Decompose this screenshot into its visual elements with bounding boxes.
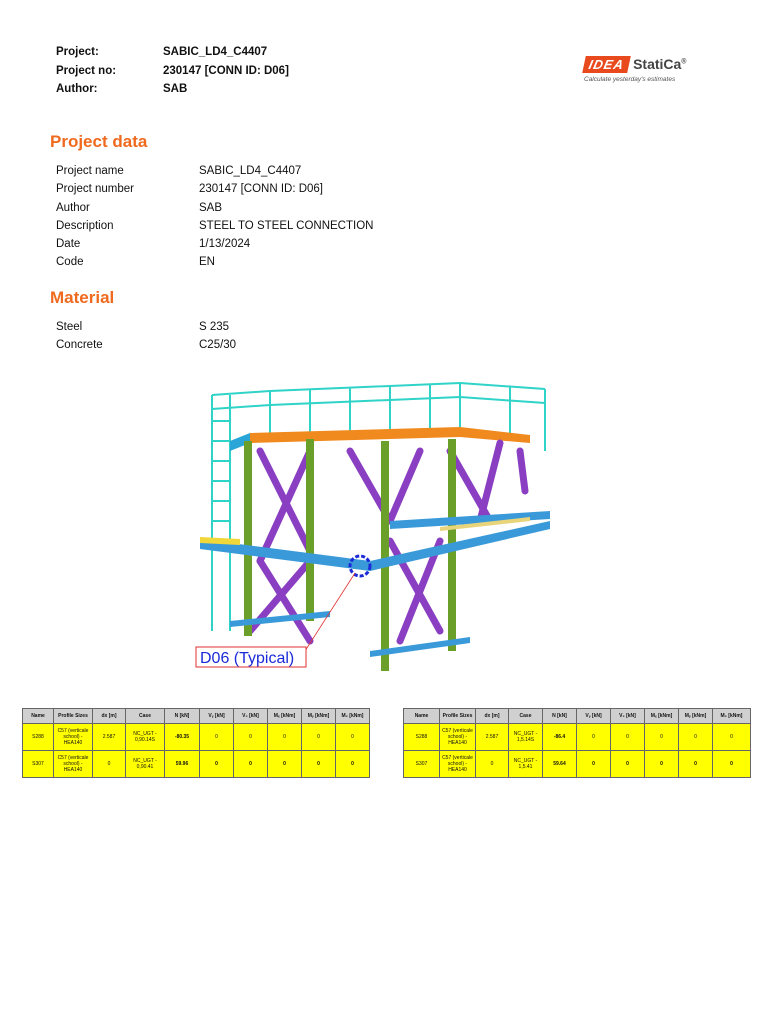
cell: 0 <box>611 751 645 778</box>
cell: 0 <box>234 751 268 778</box>
col-header: Mᵧ [kNm] <box>679 709 713 724</box>
kv-label: Code <box>56 256 84 269</box>
cell: 0 <box>611 724 645 751</box>
kv-label: Author <box>56 201 90 214</box>
cell: 0 <box>713 724 751 751</box>
col-header: Profile Sizes <box>54 709 93 724</box>
kv-row <box>56 202 373 220</box>
cell: 0 <box>476 751 509 778</box>
col-header: M₂ [kNm] <box>336 709 370 724</box>
material-heading: Material <box>50 288 115 307</box>
cell: -86.4 <box>543 724 577 751</box>
table-row <box>404 724 751 751</box>
kv-row <box>56 339 236 357</box>
col-header: Name <box>23 709 54 724</box>
col-header: Case <box>509 709 543 724</box>
kv-value: STEEL TO STEEL CONNECTION <box>199 219 374 232</box>
cell: 0 <box>336 724 370 751</box>
cell: 0 <box>93 751 126 778</box>
cell: S288 <box>23 724 54 751</box>
kv-value: S 235 <box>199 321 230 333</box>
kv-label: Description <box>56 219 114 232</box>
callout-label: D06 (Typical) <box>200 650 295 667</box>
kv-label: Project number <box>56 183 134 196</box>
logo-mark: IDEA <box>582 56 631 73</box>
kv-label: Concrete <box>56 339 103 352</box>
col-header: dx [m] <box>476 709 509 724</box>
cell: 0 <box>268 751 302 778</box>
cell: 0 <box>302 724 336 751</box>
cell: 0 <box>645 751 679 778</box>
col-header: Name <box>404 709 440 724</box>
project-data-table <box>56 165 373 275</box>
kv-label: Steel <box>56 321 83 333</box>
kv-label: Date <box>56 238 81 251</box>
forces-table-right <box>403 708 751 778</box>
structure-3d-view <box>190 381 563 685</box>
col-header: Vᵧ [kN] <box>577 709 611 724</box>
col-header: N [kN] <box>165 709 200 724</box>
cell: 0 <box>336 751 370 778</box>
cell: 2.587 <box>476 724 509 751</box>
cell: 0 <box>302 751 336 778</box>
cell: NC_UGT - 0,90.14S <box>126 724 165 751</box>
header-label: Project no: <box>56 64 117 77</box>
cell: 0 <box>713 751 751 778</box>
structure-drawing <box>190 381 563 685</box>
cell: NC_UGT - 1,5.41 <box>509 751 543 778</box>
col-header: V₂ [kN] <box>234 709 268 724</box>
cell: 0 <box>577 751 611 778</box>
cell: 0 <box>679 751 713 778</box>
kv-value: SAB <box>199 201 223 214</box>
cell: S288 <box>404 724 440 751</box>
col-header: Case <box>126 709 165 724</box>
col-header: Mᵧ [kNm] <box>302 709 336 724</box>
kv-value: EN <box>199 256 215 269</box>
cell: S307 <box>23 751 54 778</box>
col-header: N [kN] <box>543 709 577 724</box>
cell: 0 <box>268 724 302 751</box>
cell: 2.587 <box>93 724 126 751</box>
kv-row <box>56 220 373 238</box>
cell: 0 <box>577 724 611 751</box>
header-row-author <box>56 83 289 102</box>
cell: C57 (verticale school) - HEA140 <box>54 724 93 751</box>
logo-name <box>633 56 686 72</box>
top-deck-beam <box>250 427 530 443</box>
kv-row <box>56 183 373 201</box>
col-header: Profile Sizes <box>440 709 476 724</box>
kv-value: C25/30 <box>199 339 237 352</box>
cell: C57 (verticale school) - HEA140 <box>440 751 476 778</box>
header-label: Author: <box>56 83 98 95</box>
header-value: SABIC_LD4_C4407 <box>163 46 268 58</box>
project-data-heading: Project data <box>50 132 148 151</box>
kv-value: 1/13/2024 <box>199 238 251 251</box>
col-header: V₂ [kN] <box>611 709 645 724</box>
col-header: Mₓ [kNm] <box>268 709 302 724</box>
kv-value: 230147 [CONN ID: D06] <box>199 183 324 196</box>
report-header <box>56 46 289 102</box>
header-label: Project: <box>56 46 99 58</box>
cell: 0 <box>645 724 679 751</box>
cell: 0 <box>234 724 268 751</box>
forces-table-left <box>22 708 370 778</box>
table-header-row <box>23 709 370 724</box>
col-header: Vᵧ [kN] <box>200 709 234 724</box>
header-value: SAB <box>163 83 188 95</box>
cell: 0 <box>200 751 234 778</box>
col-header: M₂ [kNm] <box>713 709 751 724</box>
table-row <box>23 724 370 751</box>
blue-beams <box>200 511 550 657</box>
kv-row <box>56 256 373 274</box>
logo-registered: ® <box>681 58 687 66</box>
cell: NC_UGT - 0,90.41 <box>126 751 165 778</box>
cell: 59.96 <box>165 751 200 778</box>
table-row <box>404 751 751 778</box>
material-table <box>56 321 236 358</box>
cell: C57 (verticale school) - HEA140 <box>440 724 476 751</box>
header-value: 230147 [CONN ID: D06] <box>163 64 289 77</box>
col-header: Mₓ [kNm] <box>645 709 679 724</box>
cell: 0 <box>679 724 713 751</box>
kv-label: Project name <box>56 165 124 177</box>
kv-row <box>56 165 373 183</box>
idea-statica-logo <box>584 56 714 88</box>
logo-tagline: Calculate yesterday's estimates <box>584 76 676 83</box>
kv-value: SABIC_LD4_C4407 <box>199 165 302 177</box>
kv-row <box>56 321 236 339</box>
cell: 59.64 <box>543 751 577 778</box>
cell: 0 <box>200 724 234 751</box>
logo-name-text: StatiCa <box>633 56 682 72</box>
cell: -80.35 <box>165 724 200 751</box>
table-header-row <box>404 709 751 724</box>
kv-row <box>56 238 373 256</box>
header-row-project <box>56 46 289 65</box>
cell: C57 (verticale school) - HEA140 <box>54 751 93 778</box>
cell: S307 <box>404 751 440 778</box>
col-header: dx [m] <box>93 709 126 724</box>
header-row-project-no <box>56 65 289 84</box>
cell: NC_UGT - 1,5.14S <box>509 724 543 751</box>
table-row <box>23 751 370 778</box>
